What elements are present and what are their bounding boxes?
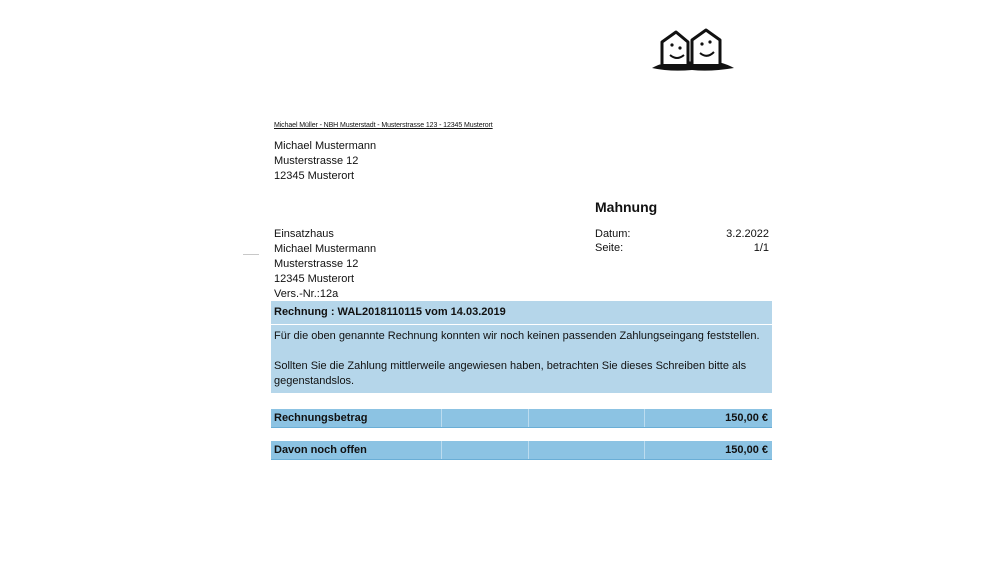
- page-value: 1/1: [753, 242, 769, 254]
- page-row: [595, 241, 769, 255]
- invoice-paragraph-2: Sollten Sie die Zahlung mittlerweile angewiesen haben, betrachten Sie dieses Schreiben bitte als gegenstandslos.: [274, 360, 747, 387]
- invoice-paragraph-1: Für die oben genannte Rechnung konnten wir noch keinen passenden Zahlungseingang feststellen.: [274, 330, 760, 342]
- amount-label: Davon noch offen: [271, 441, 442, 459]
- recipient-street: Musterstrasse 12: [274, 155, 359, 167]
- amount-spacer: [529, 409, 645, 427]
- amount-row-open-balance: [271, 441, 772, 460]
- document-meta: [595, 227, 769, 255]
- amount-spacer: [442, 409, 529, 427]
- amount-value: 150,00 €: [725, 444, 768, 456]
- invoice-text: [271, 325, 772, 393]
- location-label: Einsatzhaus: [274, 228, 334, 240]
- fold-mark: [243, 254, 259, 255]
- date-label: Datum:: [595, 228, 631, 240]
- recipient-name: Michael Mustermann: [274, 140, 377, 152]
- sender-return-line: Michael Müller - NBH Musterstadt - Musterstrasse 123 - 12345 Musterort: [274, 122, 493, 129]
- invoice-heading: Rechnung : WAL2018110115 vom 14.03.2019: [271, 301, 772, 325]
- amount-value: 150,00 €: [725, 412, 768, 424]
- insurance-number: Vers.-Nr.:12a: [274, 288, 339, 300]
- page-label: Seite:: [595, 242, 624, 254]
- location-street: Musterstrasse 12: [274, 258, 359, 270]
- location-city: 12345 Musterort: [274, 273, 355, 285]
- date-row: [595, 227, 769, 241]
- amount-label: Rechnungsbetrag: [271, 409, 442, 427]
- date-value: 3.2.2022: [726, 228, 769, 240]
- location-block: [274, 227, 376, 302]
- location-name: Michael Mustermann: [274, 243, 377, 255]
- amount-spacer: [529, 441, 645, 459]
- recipient-address: [274, 139, 376, 184]
- amount-spacer: [442, 441, 529, 459]
- amount-row-invoice-total: [271, 409, 772, 428]
- invoice-box: [271, 301, 772, 393]
- recipient-city: 12345 Musterort: [274, 170, 355, 182]
- houses-logo-icon: [650, 28, 736, 74]
- document-title: Mahnung: [595, 199, 658, 215]
